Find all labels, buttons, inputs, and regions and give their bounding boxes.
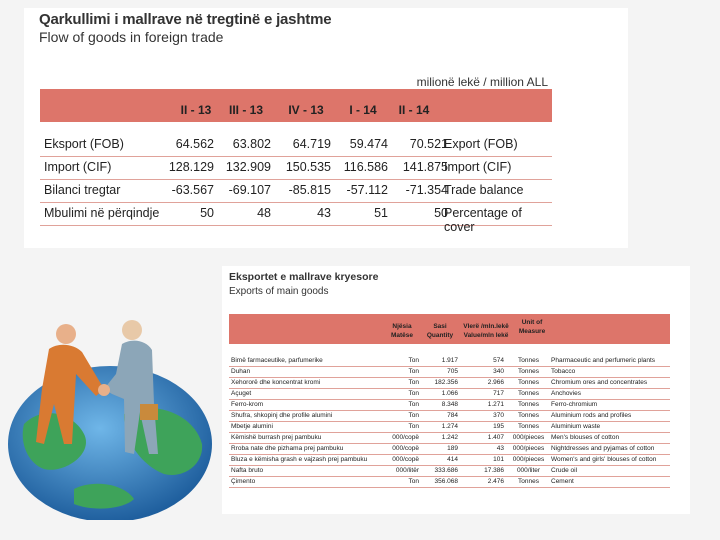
table-row: [229, 411, 670, 422]
row-quantity: 1.274: [441, 423, 458, 430]
row-label: Nafta bruto: [231, 467, 264, 474]
row-label: Import (CIF): [44, 160, 112, 174]
row-label: Mbetje alumini: [231, 423, 273, 430]
header-line: Matëse: [390, 332, 414, 339]
row-unit: Ton: [408, 368, 419, 375]
period-header: II - 13: [180, 103, 212, 117]
trade-flow-unit: milionë lekë / million ALL: [416, 75, 548, 89]
row-unit: Ton: [408, 423, 419, 430]
row-unit: 000/litër: [395, 467, 419, 474]
row-value: 150.535: [285, 160, 331, 174]
row-quantity: 356.068: [434, 478, 458, 485]
row-value: 59.474: [349, 137, 388, 151]
row-value: -63.567: [171, 183, 214, 197]
row-value: 101: [493, 456, 504, 463]
period-header: I - 14: [349, 103, 377, 117]
row-value: 195: [493, 423, 504, 430]
table-row: [40, 134, 552, 157]
row-value: -71.354: [405, 183, 448, 197]
row-quantity: 414: [447, 456, 458, 463]
row-value: 574: [493, 357, 504, 364]
row-unit-en: 000/liter: [516, 467, 541, 474]
header-line: Measure: [518, 328, 546, 335]
row-label: Ferro-krom: [231, 401, 264, 408]
row-quantity: 182.356: [434, 379, 458, 386]
table-row: [229, 367, 670, 378]
table-row: [40, 180, 552, 203]
row-unit-en: Tonnes: [518, 357, 539, 364]
row-unit-en: Tonnes: [518, 423, 539, 430]
table-row: [229, 389, 670, 400]
row-label: Mbulimi në përqindje: [44, 206, 160, 220]
row-unit: 000/copë: [392, 445, 419, 452]
header-value: [458, 322, 514, 340]
period-header: IV - 13: [288, 103, 324, 117]
row-unit-en: 000/pieces: [512, 445, 545, 452]
row-quantity: 1.066: [441, 390, 458, 397]
row-unit-en: 000/pieces: [512, 434, 545, 441]
row-unit-en: Tonnes: [518, 401, 539, 408]
row-value: 132.909: [225, 160, 271, 174]
trade-flow-panel: [24, 8, 628, 248]
exports-title: Eksportet e mallrave kryesore: [229, 271, 379, 283]
row-label-en: Aluminium waste: [551, 423, 601, 430]
row-value: 128.129: [168, 160, 214, 174]
row-label: Bilanci tregtar: [44, 183, 121, 197]
row-value: -69.107: [228, 183, 271, 197]
row-unit: Ton: [408, 390, 419, 397]
row-quantity: 333.686: [434, 467, 458, 474]
row-unit-en: Tonnes: [518, 412, 539, 419]
header-line: Njësia: [392, 323, 412, 330]
header-unit: [382, 322, 422, 340]
row-quantity: 189: [447, 445, 458, 452]
row-value: 141.875: [402, 160, 448, 174]
row-label-en: Cement: [551, 478, 574, 485]
row-label-en: Anchovies: [551, 390, 581, 397]
row-label-en: Crude oil: [551, 467, 578, 474]
row-label: Eksport (FOB): [44, 137, 124, 151]
row-label-en: Pharmaceutic and perfumeric plants: [551, 357, 656, 364]
table-row: [40, 203, 552, 234]
row-value: 64.562: [175, 137, 214, 151]
period-header: II - 14: [398, 103, 430, 117]
briefcase-icon: [140, 404, 158, 420]
header-line: Vlerë /mln.lekë: [463, 323, 509, 330]
table-row: [229, 444, 670, 455]
row-value: 48: [257, 206, 271, 220]
table-row: [229, 477, 670, 488]
trade-flow-title: Qarkullimi i mallrave në tregtinë e jashtme: [39, 11, 332, 28]
row-unit-en: Tonnes: [518, 368, 539, 375]
handshake-hands: [98, 384, 110, 396]
row-label-en: Ferro-chromium: [551, 401, 598, 408]
header-line: Quantity: [426, 332, 454, 339]
row-value: 1.407: [487, 434, 504, 441]
period-header: III - 13: [228, 103, 263, 117]
right-man-head: [122, 320, 142, 340]
row-label-en: Women's and girls' blouses of cotton: [551, 456, 657, 463]
header-unit-en: [514, 318, 550, 336]
row-unit: Ton: [408, 412, 419, 419]
header-line: Value/mln lekë: [463, 332, 509, 339]
header-quantity: [422, 322, 458, 340]
row-label-en: Trade balance: [444, 183, 524, 197]
row-unit: Ton: [408, 478, 419, 485]
row-label-en: Export (FOB): [444, 137, 518, 151]
row-value: 43: [317, 206, 331, 220]
row-value: 116.586: [343, 160, 388, 174]
exports-subtitle: Exports of main goods: [229, 286, 329, 297]
row-value: 50: [200, 206, 214, 220]
table-row: [229, 455, 670, 466]
row-value: 63.802: [232, 137, 271, 151]
row-label: Çimento: [231, 478, 256, 485]
exports-panel: [222, 266, 690, 514]
header-line: Unit of: [521, 319, 543, 326]
table-row: [229, 466, 670, 477]
table-row: [229, 356, 670, 367]
row-quantity: 705: [447, 368, 458, 375]
row-unit: Ton: [408, 357, 419, 364]
row-unit-en: Tonnes: [518, 379, 539, 386]
row-unit-en: 000/pieces: [512, 456, 545, 463]
row-label: Duhan: [231, 368, 251, 375]
row-label-en: Nightdresses and pyjamas of cotton: [551, 445, 655, 452]
row-label: Xehororë dhe koncentrat kromi: [231, 379, 321, 386]
row-value: 1.271: [487, 401, 504, 408]
header-line: Sasi: [433, 323, 447, 330]
row-value: 64.719: [292, 137, 331, 151]
trade-flow-subtitle: Flow of goods in foreign trade: [39, 29, 224, 45]
row-label-en: Import (CIF): [444, 160, 512, 174]
row-quantity: 784: [447, 412, 458, 419]
row-unit: 000/copë: [392, 434, 419, 441]
row-label: Açuget: [231, 390, 252, 397]
row-label-en: Tobacco: [551, 368, 576, 375]
row-value: 717: [493, 390, 504, 397]
row-label-en: Percentage of cover: [444, 206, 522, 234]
row-value: 340: [493, 368, 504, 375]
row-label: Bimë farmaceutike, parfumerike: [231, 357, 323, 364]
row-value: 2.476: [487, 478, 504, 485]
row-value: -85.815: [288, 183, 331, 197]
row-label: Këmishë burrash prej pambuku: [231, 434, 322, 441]
table-row: [229, 433, 670, 444]
row-value: 2.966: [487, 379, 504, 386]
row-label-en: Men's blouses of cotton: [551, 434, 620, 441]
row-label-en: Chromium ores and concentrates: [551, 379, 648, 386]
row-label: Shufra, shkopinj dhe profile alumini: [231, 412, 333, 419]
row-value: -57.112: [346, 183, 388, 197]
row-unit: Ton: [408, 401, 419, 408]
row-unit: Ton: [408, 379, 419, 386]
row-label: Rroba nate dhe pizhama prej pambuku: [231, 445, 344, 452]
table-row: [229, 378, 670, 389]
row-unit-en: Tonnes: [518, 478, 539, 485]
row-value: 370: [493, 412, 504, 419]
row-value: 50: [434, 206, 448, 220]
row-label-en: Aluminium rods and profiles: [551, 412, 632, 419]
table-row: [229, 422, 670, 433]
row-label: Bluza e këmisha grash e vajzash prej pambuku: [231, 456, 368, 463]
row-value: 51: [374, 206, 388, 220]
row-value: 17.386: [484, 467, 504, 474]
row-value: 70.521: [409, 137, 448, 151]
row-unit-en: Tonnes: [518, 390, 539, 397]
row-unit: 000/copë: [392, 456, 419, 463]
table-row: [229, 400, 670, 411]
row-value: 43: [496, 445, 504, 452]
row-quantity: 1.242: [441, 434, 458, 441]
table-row: [40, 157, 552, 180]
row-quantity: 1.917: [441, 357, 458, 364]
handshake-globe-icon: [4, 294, 216, 520]
left-man-head: [56, 324, 76, 344]
row-quantity: 8.348: [441, 401, 458, 408]
